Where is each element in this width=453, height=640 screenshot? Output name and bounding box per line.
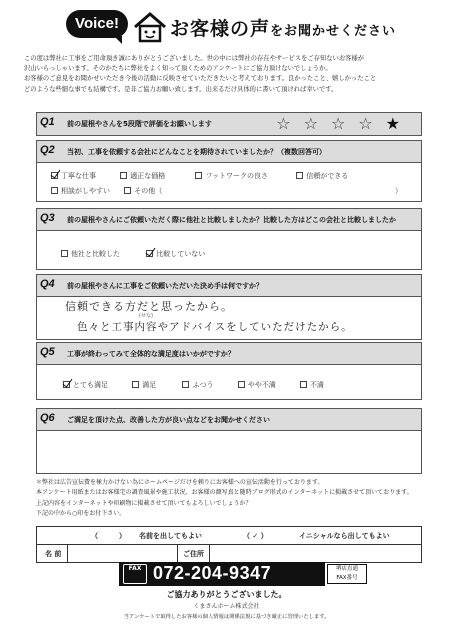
options-row — [61, 249, 221, 259]
option-label: フットワークの良さ — [205, 172, 268, 180]
footnote-line: 下記の中から○印をお付下さい。 — [36, 509, 126, 517]
checkbox[interactable] — [63, 381, 70, 388]
question-number: Q2 — [40, 144, 55, 156]
footnotes — [36, 478, 431, 519]
checkbox[interactable] — [51, 172, 58, 179]
option-label: 不満 — [309, 381, 324, 389]
checkbox[interactable] — [195, 172, 202, 179]
title-main: お客様の声 — [170, 18, 271, 40]
question-header — [37, 343, 421, 365]
footnote-line: 本アンケート用紙またはお客様宅の調査風景や施工状況、お客様の顔写真と随時ブログ形式のインターネットに掲載させて頂いております。 — [36, 489, 413, 497]
option-dissatisfied[interactable] — [300, 380, 324, 390]
name-ok-paren[interactable]: （ ） — [91, 532, 126, 540]
question-number: Q5 — [40, 346, 55, 358]
question-1 — [36, 112, 422, 136]
option-label: その他（ — [134, 187, 163, 195]
options-row — [51, 186, 178, 196]
option-footwork[interactable] — [195, 171, 268, 181]
question-header — [37, 113, 421, 135]
house-icon — [132, 10, 168, 44]
option-slightly-dissatisfied[interactable] — [238, 380, 276, 390]
option-easy-consult[interactable] — [51, 186, 110, 196]
option-other[interactable] — [124, 186, 162, 196]
checkbox[interactable] — [182, 381, 189, 388]
other-close-paren: ） — [395, 187, 402, 195]
name-label: 名 前 — [45, 550, 62, 558]
fax-icon-label: FAX — [128, 565, 142, 572]
divider — [209, 545, 210, 563]
question-number: Q1 — [40, 116, 55, 128]
intro-line: お客様のご意見をお聞かせいただき今後の活動に反映させていただきたいと考えております。良かったこと、嬉しかったこと — [24, 75, 377, 83]
footnote-line: 上記内容をインターネットや印刷物に掲載させて頂いてもよろしいでしょうか？ — [36, 499, 252, 507]
options-row — [51, 171, 364, 181]
fax-direct-tag — [327, 564, 367, 584]
option-fair-price[interactable] — [120, 171, 165, 181]
option-not-compared[interactable] — [146, 249, 205, 259]
name-ok-label: 名前を出してもよい — [139, 532, 202, 540]
option-average[interactable] — [182, 380, 213, 390]
fax-tag-line: 堺店直通 — [335, 566, 358, 572]
page-title — [170, 14, 396, 41]
initial-ok-paren[interactable]: （ ✓ ） — [243, 532, 268, 540]
address-label: ご住所 — [183, 550, 204, 558]
initial-ok-label: イニシャルなら出してもよい — [299, 532, 390, 540]
consent-table — [36, 526, 422, 563]
options-row — [63, 380, 340, 390]
checkbox[interactable] — [132, 381, 139, 388]
title-suffix: をお聞かせください — [270, 24, 397, 39]
option-satisfied[interactable] — [132, 380, 156, 390]
intro-text — [24, 54, 432, 95]
option-trustworthy[interactable] — [296, 171, 348, 181]
question-number: Q6 — [40, 412, 55, 424]
option-label: 比較していない — [156, 250, 206, 258]
question-header — [37, 409, 421, 431]
question-text: 当初、工事を依頼する会社にどんなことを期待されていましたか？（複数回答可） — [67, 148, 326, 156]
handwritten-answer-line: 信頼できる方だと思ったから。 — [65, 300, 233, 313]
option-compared[interactable] — [61, 249, 120, 259]
consent-row — [37, 527, 421, 545]
handwritten-ruby: (せな) — [139, 313, 153, 319]
question-3 — [36, 208, 422, 270]
option-label: とても満足 — [73, 381, 108, 389]
intro-line: この度は弊社に工事をご用命頂き誠にありがとうございました。世の中には弊社の存在やサービスをご存知ないお客様が — [24, 55, 365, 62]
question-text: ご満足を頂けた点、改善した方が良い点などをお聞かせください — [67, 416, 270, 424]
question-2 — [36, 140, 422, 202]
star-filled-icon[interactable]: ★ — [385, 114, 413, 133]
question-header — [37, 209, 421, 231]
footnote-line: ＊弊社は広告宣伝費を極力かけない為にホームページだけを頼りにお客様への宣伝活動を行っております。 — [36, 479, 324, 486]
handwritten-answer-line: 色々と工事内容やアドバイスをしていただけたから。 — [77, 321, 353, 333]
option-label: 適正な価格 — [130, 172, 166, 180]
option-label: 満足 — [142, 381, 157, 389]
checkbox[interactable] — [120, 172, 127, 179]
thanks-message: ご協力ありがとうございました。 — [166, 590, 287, 599]
fax-icon — [123, 564, 147, 584]
privacy-notice: 当アンケートで取得したお客様の個人情報は関係法規に基づき厳正に管理いたします。 — [123, 614, 330, 620]
checkbox[interactable] — [61, 250, 68, 257]
checkbox[interactable] — [51, 187, 58, 194]
option-label: ふつう — [192, 381, 214, 389]
checkbox[interactable] — [300, 381, 307, 388]
checkbox[interactable] — [124, 187, 131, 194]
option-label: 他社と比較した — [71, 250, 120, 258]
question-text: 工事が終わってみて全体的な満足度はいかがですか？ — [67, 350, 235, 358]
option-very-satisfied[interactable] — [63, 380, 108, 390]
fax-tag-line: FAX番号 — [336, 575, 358, 581]
checkbox[interactable] — [296, 172, 303, 179]
option-polite-work[interactable] — [51, 171, 96, 181]
voice-bubble: Voice! — [66, 10, 128, 38]
question-header — [37, 141, 421, 163]
question-4 — [36, 274, 422, 340]
name-address-row — [37, 545, 421, 563]
checkbox[interactable] — [238, 381, 245, 388]
fax-bar — [119, 562, 325, 586]
option-label: 信頼ができる — [306, 172, 349, 180]
checkbox[interactable] — [146, 250, 153, 257]
intro-line: どのような些細な事でも結構です。是非ご協力お願い致します。出来るだけ具体的に書いて頂ければ幸いです。 — [24, 85, 338, 93]
divider — [177, 545, 178, 563]
option-label: 相談がしやすい — [61, 187, 110, 195]
question-text: 前の屋根やさんに工事をご依頼いただいた決め手は何ですか？ — [67, 282, 263, 290]
question-text: 前の屋根やさんを5段階で評価をお願いします — [67, 120, 212, 128]
divider — [67, 545, 68, 563]
company-name: くまさんホーム株式会社 — [193, 603, 260, 610]
header — [66, 6, 396, 52]
question-number: Q4 — [40, 278, 55, 290]
fax-number: 072-204-9347 — [153, 563, 272, 583]
star-empty-icons[interactable]: ☆☆☆☆ — [276, 114, 386, 133]
option-label: 丁寧な仕事 — [61, 172, 96, 180]
intro-line: 沢山いらっしゃいます。そのかたちに弊社をよく知って頂くためのアンケートにご協力頂けないでしょうか。 — [24, 65, 332, 73]
question-text: 前の屋根やさんにご依頼いただく際に他社と比較しましたか？比較した方はどこの会社と比較しましたか — [67, 216, 396, 224]
option-label: やや不満 — [247, 381, 276, 389]
question-number: Q3 — [40, 212, 55, 224]
star-rating[interactable] — [276, 114, 413, 133]
question-6 — [36, 408, 422, 474]
question-header — [37, 275, 421, 297]
question-5 — [36, 342, 422, 400]
